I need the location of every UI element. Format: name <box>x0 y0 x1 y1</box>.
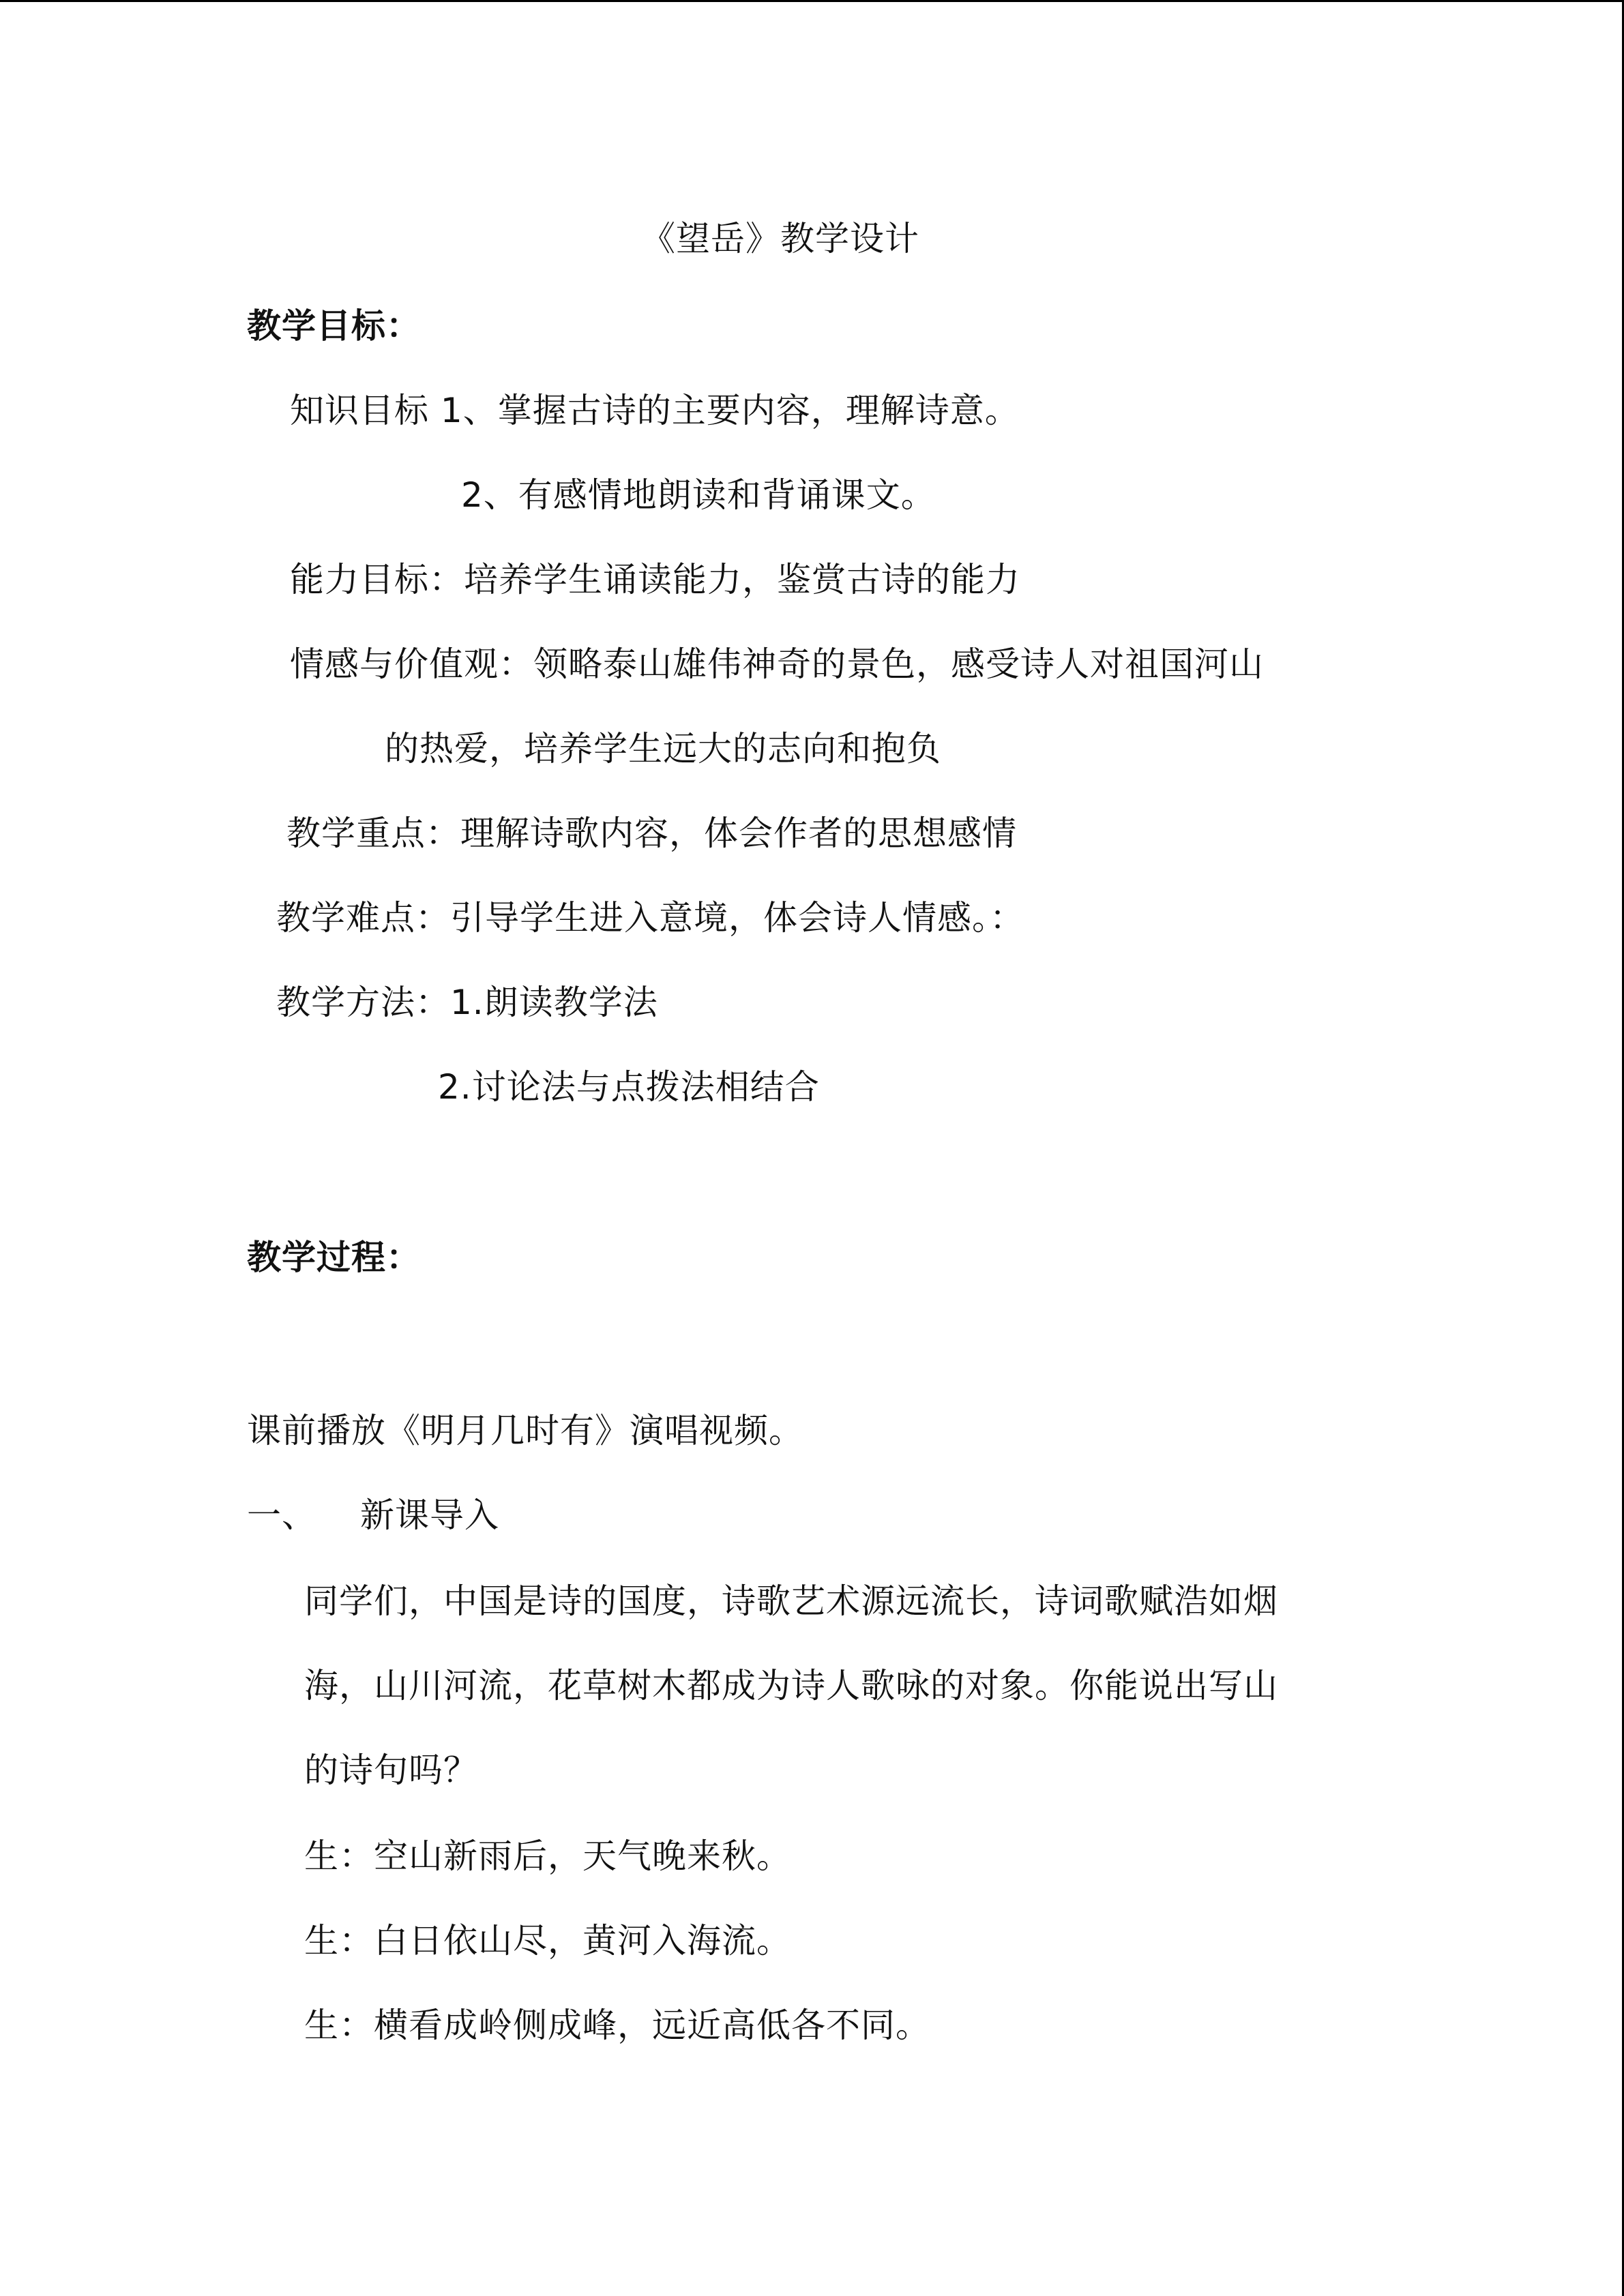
ability-goal: 能力目标：培养学生诵读能力，鉴赏古诗的能力 <box>290 560 1020 599</box>
method-line-1: 教学方法：1.朗读教学法 <box>276 983 658 1022</box>
knowledge-goal-1: 知识目标 1、掌握古诗的主要内容，理解诗意。 <box>290 391 1020 430</box>
objectives-heading: 教学目标： <box>247 306 421 346</box>
student-answer-3: 生：横看成岭侧成峰，远近高低各不同。 <box>304 2006 930 2045</box>
knowledge-goal-2: 2、有感情地朗读和背诵课文。 <box>461 475 936 515</box>
difficulty: 教学难点：引导学生进入意境，体会诗人情感。： <box>276 898 1024 938</box>
intro-line-2: 海，山川河流，花草树木都成为诗人歌咏的对象。你能说出写山 <box>304 1666 1278 1705</box>
page-top-border <box>0 0 1624 2</box>
intro-line-3: 的诗句吗？ <box>304 1750 478 1790</box>
student-answer-2: 生：白日依山尽，黄河入海流。 <box>304 1921 791 1960</box>
pre-class-note: 课前播放《明月几时有》演唱视频。 <box>247 1411 803 1450</box>
section-1-number: 一、 <box>247 1495 316 1535</box>
process-heading: 教学过程： <box>247 1238 421 1277</box>
emotion-goal-line-2: 的热爱，培养学生远大的志向和抱负 <box>385 729 941 769</box>
section-1-title: 新课导入 <box>360 1495 499 1535</box>
emotion-goal-line-1: 情感与价值观：领略泰山雄伟神奇的景色，感受诗人对祖国河山 <box>290 644 1264 684</box>
method-line-2: 2.讨论法与点拨法相结合 <box>438 1067 820 1107</box>
intro-line-1: 同学们，中国是诗的国度，诗歌艺术源远流长，诗词歌赋浩如烟 <box>304 1581 1278 1621</box>
student-answer-1: 生：空山新雨后，天气晚来秋。 <box>304 1836 791 1876</box>
document-title: 《望岳》教学设计 <box>641 219 919 258</box>
key-point: 教学重点：理解诗歌内容，体会作者的思想感情 <box>286 814 1017 853</box>
